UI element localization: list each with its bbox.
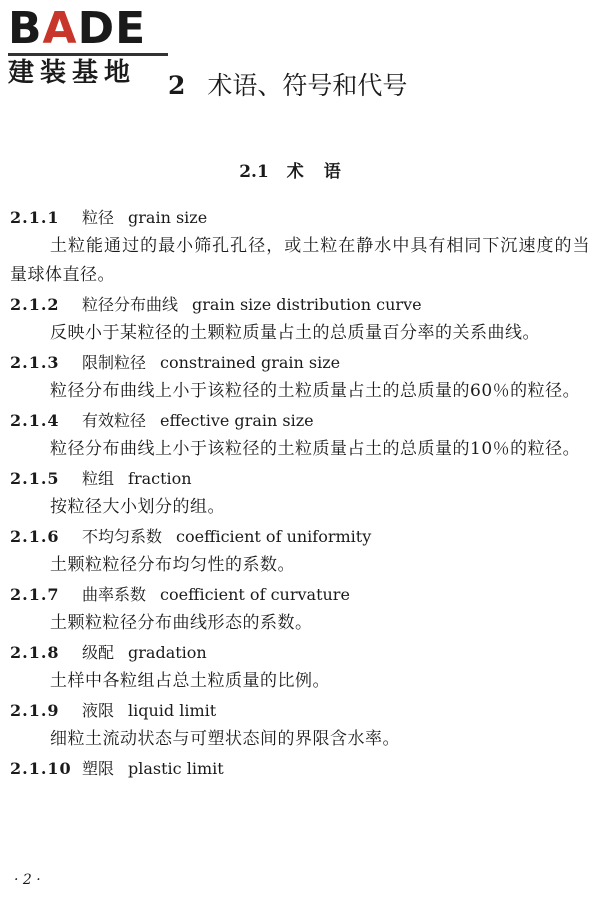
- chapter-title: [168, 70, 407, 102]
- term-number: 2.1.1: [10, 208, 60, 227]
- logo-subtitle: 建装基地: [8, 58, 137, 88]
- term-entry: [10, 464, 590, 522]
- term-definition: 粒径分布曲线上小于该粒径的土粒质量占土的总质量的10％的粒径。: [50, 439, 581, 459]
- chapter-title-text: 术语、符号和代号: [207, 71, 408, 100]
- term-number: 2.1.10: [10, 759, 72, 778]
- term-heading: [10, 522, 590, 551]
- term-english: fraction: [128, 469, 192, 488]
- term-entry: [10, 522, 590, 580]
- term-chinese: 有效粒径: [82, 411, 147, 430]
- term-english: grain size distribution curve: [192, 295, 422, 314]
- term-heading: [10, 580, 590, 609]
- term-entry: [10, 290, 590, 348]
- term-definition: 细粒土流动状态与可塑状态间的界限含水率。: [50, 729, 400, 749]
- section-number: 2.1: [239, 162, 269, 182]
- term-definition: 土粒能通过的最小筛孔孔径，或土粒在静水中具有相同下沉速度的当量球体直径。: [10, 236, 590, 285]
- term-entry: [10, 203, 590, 290]
- term-heading: [10, 754, 590, 783]
- term-definition: 土颗粒粒径分布均匀性的系数。: [50, 555, 295, 575]
- section-title: [0, 160, 600, 184]
- term-entry: [10, 754, 590, 783]
- term-chinese: 粒径: [82, 208, 115, 227]
- term-number: 2.1.9: [10, 701, 60, 720]
- term-heading: [10, 290, 590, 319]
- term-english: effective grain size: [160, 411, 314, 430]
- term-english: grain size: [128, 208, 208, 227]
- logo-letter: E: [115, 3, 147, 54]
- term-chinese: 级配: [82, 643, 115, 662]
- term-chinese: 不均匀系数: [82, 527, 163, 546]
- term-entry: [10, 406, 590, 464]
- section-title-text: 术语: [286, 162, 361, 182]
- page-number: · 2 ·: [14, 872, 41, 888]
- bade-logo: [8, 3, 173, 88]
- term-definition: 土样中各粒组占总土粒质量的比例。: [50, 671, 330, 691]
- logo-letter: A: [42, 3, 78, 54]
- term-entry: [10, 580, 590, 638]
- term-definition: 粒径分布曲线上小于该粒径的土粒质量占土的总质量的60％的粒径。: [50, 381, 581, 401]
- term-english: coefficient of uniformity: [176, 527, 372, 546]
- term-entries: [10, 203, 590, 783]
- term-heading: [10, 203, 590, 232]
- logo-letter: B: [8, 3, 43, 54]
- term-chinese: 粒组: [82, 469, 115, 488]
- term-number: 2.1.4: [10, 411, 60, 430]
- term-english: plastic limit: [128, 759, 224, 778]
- term-definition: 按粒径大小划分的组。: [50, 497, 225, 517]
- term-heading: [10, 406, 590, 435]
- term-english: gradation: [128, 643, 207, 662]
- term-english: constrained grain size: [160, 353, 341, 372]
- term-chinese: 限制粒径: [82, 353, 147, 372]
- term-number: 2.1.2: [10, 295, 60, 314]
- term-english: coefficient of curvature: [160, 585, 350, 604]
- term-number: 2.1.6: [10, 527, 60, 546]
- logo-mark: [8, 3, 173, 54]
- term-chinese: 粒径分布曲线: [82, 295, 179, 314]
- logo-letter: D: [77, 3, 116, 54]
- term-number: 2.1.7: [10, 585, 60, 604]
- term-heading: [10, 464, 590, 493]
- term-entry: [10, 348, 590, 406]
- term-english: liquid limit: [128, 701, 217, 720]
- term-heading: [10, 696, 590, 725]
- chapter-number: 2: [168, 71, 186, 100]
- term-definition: 土颗粒粒径分布曲线形态的系数。: [50, 613, 313, 633]
- term-heading: [10, 348, 590, 377]
- term-definition: 反映小于某粒径的土颗粒质量占土的总质量百分率的关系曲线。: [50, 323, 540, 343]
- term-entry: [10, 696, 590, 754]
- term-number: 2.1.5: [10, 469, 60, 488]
- term-chinese: 塑限: [82, 759, 115, 778]
- term-entry: [10, 638, 590, 696]
- term-heading: [10, 638, 590, 667]
- term-number: 2.1.3: [10, 353, 60, 372]
- term-number: 2.1.8: [10, 643, 60, 662]
- term-chinese: 液限: [82, 701, 115, 720]
- term-chinese: 曲率系数: [82, 585, 147, 604]
